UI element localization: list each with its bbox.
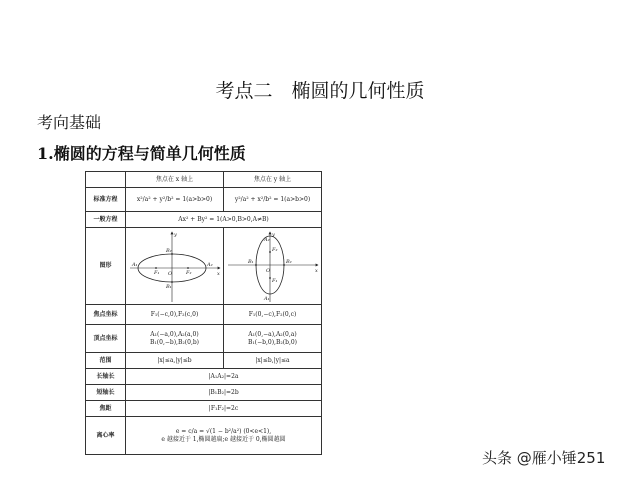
row-label: 一般方程 (86, 212, 126, 228)
eccentricity-note: e 越接近于 1,椭圆越扁;e 越接近于 0,椭圆越圆 (161, 435, 286, 443)
general-eq: Ax² + By² = 1(A>0,B>0,A≠B) (126, 212, 322, 228)
table-row (86, 353, 322, 369)
row-label: 标准方程 (86, 188, 126, 212)
page-title: 考点二 椭圆的几何性质 (215, 80, 425, 102)
point-a2-label: A₂ (207, 262, 213, 268)
ellipse-x-figure (126, 228, 224, 304)
standard-eq-x: x²/a² + y²/b² = 1(a>b>0) (126, 188, 224, 212)
row-label: 图形 (86, 228, 126, 305)
row-label: 长轴长 (86, 369, 126, 385)
row-label: 离心率 (86, 417, 126, 455)
table-header-row (86, 172, 322, 188)
point-a1-label: A₁ (264, 296, 270, 302)
figure-y-focus (224, 228, 322, 305)
table-row (86, 305, 322, 325)
minor-axis-value: |B₁B₂|=2b (126, 385, 322, 401)
row-label: 顶点坐标 (86, 325, 126, 353)
vertices-y-b: B₁(−b,0),B₂(b,0) (247, 338, 298, 346)
vertices-x (126, 325, 224, 353)
eccentricity-formula: e = c/a = √(1 − b²/a²) (0<e<1), (175, 428, 272, 435)
header-empty (86, 172, 126, 188)
vertices-y-a: A₁(0,−a),A₂(0,a) (248, 331, 297, 338)
point-b2-label: B₂ (286, 259, 292, 265)
point-a2-label: A₂ (264, 237, 270, 243)
table-row (86, 369, 322, 385)
ellipse-y-figure (224, 228, 322, 304)
table-row (86, 188, 322, 212)
row-label: 范围 (86, 353, 126, 369)
origin-label: O (168, 271, 173, 277)
focus-f2-label: F₂ (272, 247, 278, 253)
vertices-x-b: B₁(0,−b),B₂(0,b) (149, 338, 200, 346)
row-label: 焦点坐标 (86, 305, 126, 325)
standard-eq-y: y²/a² + x²/b² = 1(a>b>0) (224, 188, 322, 212)
axis-x-label: x (217, 271, 220, 277)
point-b1-label: B₁ (248, 259, 254, 265)
axis-y-label: y (174, 232, 177, 238)
point-b1-label: B₁ (166, 284, 172, 290)
point-b2-label: B₂ (166, 248, 172, 254)
table-row (86, 228, 322, 305)
watermark: 头条 @雁小锤251 (482, 449, 606, 467)
focus-f1-label: F₁ (154, 270, 160, 276)
header-y-axis: 焦点在 y 轴上 (224, 172, 322, 188)
section-heading: 考向基础 (37, 113, 102, 132)
range-y: |x|≤b,|y|≤a (224, 353, 322, 369)
subsection-heading: 1.椭圆的方程与简单几何性质 (37, 144, 246, 163)
table-row (86, 385, 322, 401)
table-row (86, 325, 322, 353)
major-axis-value: |A₁A₂|=2a (126, 369, 322, 385)
point-a1-label: A₁ (132, 262, 138, 268)
row-label: 焦距 (86, 401, 126, 417)
table-row (86, 401, 322, 417)
header-x-axis: 焦点在 x 轴上 (126, 172, 224, 188)
focus-f2-label: F₂ (186, 270, 192, 276)
table-row (86, 417, 322, 455)
axis-y-label: y (272, 232, 275, 238)
foci-y: F₁(0,−c),F₂(0,c) (224, 305, 322, 325)
focal-distance-value: |F₁F₂|=2c (126, 401, 322, 417)
table-row (86, 212, 322, 228)
row-label: 短轴长 (86, 385, 126, 401)
focus-f1-label: F₁ (272, 278, 278, 284)
range-x: |x|≤a,|y|≤b (126, 353, 224, 369)
axis-x-label: x (315, 268, 318, 274)
vertices-x-a: A₁(−a,0),A₂(a,0) (150, 331, 199, 338)
origin-label: O (266, 268, 271, 274)
eccentricity-value (126, 417, 322, 455)
ellipse-properties-table (85, 171, 322, 455)
foci-x: F₁(−c,0),F₂(c,0) (126, 305, 224, 325)
vertices-y (224, 325, 322, 353)
figure-x-focus (126, 228, 224, 305)
